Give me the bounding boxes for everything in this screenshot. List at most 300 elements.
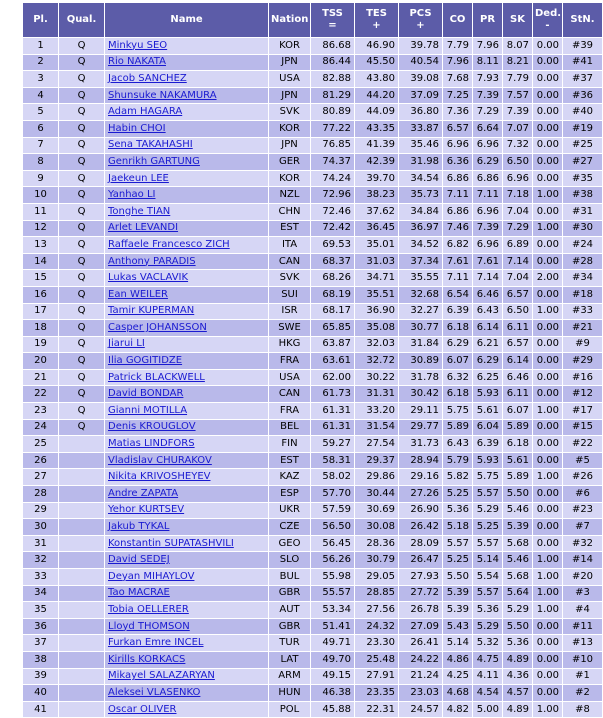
skater-name-cell	[105, 436, 269, 453]
qualified-cell: Q	[59, 419, 105, 436]
qualified-cell	[59, 618, 105, 635]
skater-name-link[interactable]: Minkyu SEO	[108, 39, 168, 51]
start-number-cell: #38	[563, 187, 603, 204]
tes-cell: 27.56	[355, 602, 399, 619]
skater-name-cell	[105, 154, 269, 171]
header-qualified: Qual.	[59, 3, 105, 38]
nation-cell: CAN	[269, 253, 311, 270]
co-cell: 6.36	[443, 154, 473, 171]
skater-name-link[interactable]: Lloyd THOMSON	[108, 620, 190, 632]
co-cell: 6.96	[443, 137, 473, 154]
results-table-container	[22, 2, 595, 718]
sk-cell: 8.07	[503, 38, 533, 55]
sk-cell: 5.50	[503, 618, 533, 635]
qualified-cell: Q	[59, 120, 105, 137]
table-row	[23, 701, 603, 718]
skater-name-link[interactable]: Oscar OLIVER	[108, 703, 177, 715]
skater-name-link[interactable]: Konstantin SUPATASHVILI	[108, 537, 234, 549]
sk-cell: 6.50	[503, 154, 533, 171]
tes-cell: 30.08	[355, 519, 399, 536]
skater-name-link[interactable]: Jakub TYKAL	[108, 521, 170, 533]
pcs-cell: 31.78	[399, 369, 443, 386]
co-cell: 7.11	[443, 187, 473, 204]
skater-name-cell	[105, 535, 269, 552]
pcs-cell: 39.78	[399, 38, 443, 55]
co-cell: 5.36	[443, 502, 473, 519]
skater-name-cell	[105, 502, 269, 519]
skater-name-link[interactable]: Gianni MOTILLA	[108, 404, 188, 416]
start-number-cell: #1	[563, 668, 603, 685]
co-cell: 6.39	[443, 303, 473, 320]
nation-cell: USA	[269, 71, 311, 88]
start-number-cell: #37	[563, 71, 603, 88]
skater-name-link[interactable]: Casper JOHANSSON	[108, 321, 207, 333]
header-tss-op: =	[328, 20, 337, 31]
nation-cell: GBR	[269, 618, 311, 635]
sk-cell: 7.79	[503, 71, 533, 88]
skater-name-link[interactable]: Jiarui LI	[108, 338, 145, 350]
place-cell: 17	[23, 303, 59, 320]
qualified-cell	[59, 502, 105, 519]
pr-cell: 7.93	[473, 71, 503, 88]
tes-cell: 36.45	[355, 220, 399, 237]
qualified-cell	[59, 452, 105, 469]
place-cell: 20	[23, 353, 59, 370]
sk-cell: 4.89	[503, 701, 533, 718]
deduction-cell: 0.00	[533, 170, 563, 187]
table-row	[23, 71, 603, 88]
skater-name-cell	[105, 651, 269, 668]
tes-cell: 42.39	[355, 154, 399, 171]
co-cell: 4.86	[443, 651, 473, 668]
sk-cell: 5.89	[503, 419, 533, 436]
qualified-cell: Q	[59, 104, 105, 121]
tss-cell: 51.41	[311, 618, 355, 635]
skater-name-cell	[105, 635, 269, 652]
deduction-cell: 0.00	[533, 635, 563, 652]
pr-cell: 5.93	[473, 386, 503, 403]
skater-name-cell	[105, 668, 269, 685]
deduction-cell: 0.00	[533, 651, 563, 668]
tes-cell: 31.54	[355, 419, 399, 436]
skater-name-link[interactable]: Ean WEILER	[108, 288, 168, 300]
sk-cell: 5.36	[503, 635, 533, 652]
tes-cell: 31.31	[355, 386, 399, 403]
deduction-cell: 0.00	[533, 436, 563, 453]
skater-name-link[interactable]: Tonghe TIAN	[108, 205, 171, 217]
skater-name-link[interactable]: Denis KROUGLOV	[108, 421, 196, 433]
start-number-cell: #12	[563, 386, 603, 403]
pcs-cell: 35.55	[399, 270, 443, 287]
sk-cell: 6.96	[503, 170, 533, 187]
pcs-cell: 29.16	[399, 469, 443, 486]
skater-name-link[interactable]: Habin CHOI	[108, 122, 166, 134]
tes-cell: 38.23	[355, 187, 399, 204]
deduction-cell: 0.00	[533, 71, 563, 88]
skater-name-link[interactable]: Andre ZAPATA	[108, 487, 179, 499]
deduction-cell: 1.00	[533, 187, 563, 204]
tss-cell: 49.71	[311, 635, 355, 652]
co-cell: 6.54	[443, 286, 473, 303]
sk-cell: 4.89	[503, 651, 533, 668]
tss-cell: 72.42	[311, 220, 355, 237]
qualified-cell: Q	[59, 336, 105, 353]
skater-name-link[interactable]: Nikita KRIVOSHEYEV	[108, 471, 211, 483]
table-row	[23, 353, 603, 370]
pcs-cell: 35.46	[399, 137, 443, 154]
pr-cell: 6.39	[473, 436, 503, 453]
table-row	[23, 336, 603, 353]
nation-cell: FIN	[269, 436, 311, 453]
co-cell: 5.18	[443, 519, 473, 536]
nation-cell: CHN	[269, 203, 311, 220]
pcs-cell: 36.80	[399, 104, 443, 121]
pcs-cell: 39.08	[399, 71, 443, 88]
start-number-cell: #8	[563, 701, 603, 718]
pr-cell: 7.96	[473, 38, 503, 55]
nation-cell: ITA	[269, 237, 311, 254]
place-cell: 40	[23, 685, 59, 702]
table-row	[23, 519, 603, 536]
nation-cell: TUR	[269, 635, 311, 652]
skater-name-link[interactable]: Arlet LEVANDI	[108, 222, 179, 234]
pr-cell: 4.54	[473, 685, 503, 702]
tss-cell: 59.27	[311, 436, 355, 453]
qualified-cell: Q	[59, 270, 105, 287]
co-cell: 5.75	[443, 403, 473, 420]
tss-cell: 49.70	[311, 651, 355, 668]
start-number-cell: #35	[563, 170, 603, 187]
place-cell: 27	[23, 469, 59, 486]
skater-name-cell	[105, 54, 269, 71]
sk-cell: 6.14	[503, 353, 533, 370]
skater-name-cell	[105, 120, 269, 137]
skater-name-link[interactable]: Ilia GOGITIDZE	[108, 355, 183, 367]
pr-cell: 4.75	[473, 651, 503, 668]
tss-cell: 68.37	[311, 253, 355, 270]
deduction-cell: 0.00	[533, 486, 563, 503]
table-row	[23, 54, 603, 71]
skater-name-link[interactable]: Vladislav CHURAKOV	[108, 454, 212, 466]
pcs-cell: 30.42	[399, 386, 443, 403]
start-number-cell: #28	[563, 253, 603, 270]
header-tes-label: TES	[366, 8, 387, 19]
sk-cell: 7.07	[503, 120, 533, 137]
skater-name-link[interactable]: Tamir KUPERMAN	[108, 305, 195, 317]
place-cell: 5	[23, 104, 59, 121]
deduction-cell: 0.00	[533, 154, 563, 171]
header-place: Pl.	[23, 3, 59, 38]
pr-cell: 5.57	[473, 585, 503, 602]
co-cell: 6.29	[443, 336, 473, 353]
skater-name-link[interactable]: Jaekeun LEE	[108, 172, 169, 184]
tes-cell: 33.20	[355, 403, 399, 420]
pr-cell: 7.29	[473, 104, 503, 121]
pr-cell: 7.39	[473, 220, 503, 237]
place-cell: 29	[23, 502, 59, 519]
qualified-cell	[59, 701, 105, 718]
nation-cell: BEL	[269, 419, 311, 436]
nation-cell: FRA	[269, 403, 311, 420]
deduction-cell: 1.00	[533, 403, 563, 420]
tes-cell: 36.90	[355, 303, 399, 320]
tss-cell: 55.57	[311, 585, 355, 602]
pr-cell: 5.14	[473, 552, 503, 569]
pcs-cell: 31.84	[399, 336, 443, 353]
co-cell: 7.68	[443, 71, 473, 88]
tss-cell: 56.45	[311, 535, 355, 552]
tes-cell: 46.90	[355, 38, 399, 55]
tss-cell: 45.88	[311, 701, 355, 718]
pr-cell: 6.04	[473, 419, 503, 436]
pcs-cell: 37.34	[399, 253, 443, 270]
deduction-cell: 1.00	[533, 303, 563, 320]
tss-cell: 53.34	[311, 602, 355, 619]
sk-cell: 5.50	[503, 486, 533, 503]
place-cell: 9	[23, 170, 59, 187]
nation-cell: GEO	[269, 535, 311, 552]
co-cell: 7.96	[443, 54, 473, 71]
pcs-cell: 26.41	[399, 635, 443, 652]
skater-name-link[interactable]: Adam HAGARA	[108, 106, 183, 118]
deduction-cell: 0.00	[533, 386, 563, 403]
tes-cell: 30.22	[355, 369, 399, 386]
table-row	[23, 651, 603, 668]
place-cell: 19	[23, 336, 59, 353]
tes-cell: 32.03	[355, 336, 399, 353]
sk-cell: 7.29	[503, 220, 533, 237]
tes-cell: 44.09	[355, 104, 399, 121]
skater-name-link[interactable]: Tobia OELLERER	[108, 603, 189, 615]
co-cell: 7.79	[443, 38, 473, 55]
deduction-cell: 0.00	[533, 237, 563, 254]
nation-cell: SVK	[269, 270, 311, 287]
qualified-cell: Q	[59, 286, 105, 303]
tss-cell: 55.98	[311, 569, 355, 586]
qualified-cell: Q	[59, 237, 105, 254]
co-cell: 5.39	[443, 602, 473, 619]
qualified-cell	[59, 651, 105, 668]
pr-cell: 6.64	[473, 120, 503, 137]
pr-cell: 5.29	[473, 618, 503, 635]
qualified-cell: Q	[59, 137, 105, 154]
place-cell: 41	[23, 701, 59, 718]
skater-name-cell	[105, 618, 269, 635]
skater-name-link[interactable]: Patrick BLACKWELL	[108, 371, 205, 383]
place-cell: 37	[23, 635, 59, 652]
tes-cell: 34.71	[355, 270, 399, 287]
tss-cell: 86.68	[311, 38, 355, 55]
table-row	[23, 104, 603, 121]
skater-name-link[interactable]: Furkan Emre INCEL	[108, 637, 204, 649]
skater-name-link[interactable]: Kirills KORKACS	[108, 653, 186, 665]
skater-name-cell	[105, 386, 269, 403]
place-cell: 32	[23, 552, 59, 569]
start-number-cell: #21	[563, 320, 603, 337]
tss-cell: 72.46	[311, 203, 355, 220]
sk-cell: 4.36	[503, 668, 533, 685]
pr-cell: 5.32	[473, 635, 503, 652]
tss-cell: 61.31	[311, 419, 355, 436]
start-number-cell: #10	[563, 651, 603, 668]
table-row	[23, 286, 603, 303]
start-number-cell: #22	[563, 436, 603, 453]
sk-cell: 7.32	[503, 137, 533, 154]
deduction-cell: 0.00	[533, 286, 563, 303]
header-sk: SK	[503, 3, 533, 38]
sk-cell: 7.39	[503, 104, 533, 121]
start-number-cell: #5	[563, 452, 603, 469]
co-cell: 5.25	[443, 486, 473, 503]
co-cell: 7.36	[443, 104, 473, 121]
header-ded-op: -	[545, 20, 550, 31]
deduction-cell: 0.00	[533, 38, 563, 55]
header-nation: Nation	[269, 3, 311, 38]
pr-cell: 7.61	[473, 253, 503, 270]
qualified-cell	[59, 519, 105, 536]
skater-name-link[interactable]: Yanhao LI	[108, 189, 156, 201]
co-cell: 6.86	[443, 203, 473, 220]
nation-cell: SWE	[269, 320, 311, 337]
skater-name-link[interactable]: Aleksei VLASENKO	[108, 686, 201, 698]
table-row	[23, 436, 603, 453]
tes-cell: 25.48	[355, 651, 399, 668]
start-number-cell: #2	[563, 685, 603, 702]
skater-name-cell	[105, 569, 269, 586]
skater-name-cell	[105, 469, 269, 486]
header-start-number: StN.	[563, 3, 603, 38]
pr-cell: 7.11	[473, 187, 503, 204]
sk-cell: 6.07	[503, 403, 533, 420]
tes-cell: 31.03	[355, 253, 399, 270]
pcs-cell: 27.26	[399, 486, 443, 503]
co-cell: 5.43	[443, 618, 473, 635]
deduction-cell: 1.00	[533, 585, 563, 602]
place-cell: 38	[23, 651, 59, 668]
skater-name-link[interactable]: Sena TAKAHASHI	[108, 139, 193, 151]
tes-cell: 35.01	[355, 237, 399, 254]
pr-cell: 6.14	[473, 320, 503, 337]
pcs-cell: 31.73	[399, 436, 443, 453]
place-cell: 18	[23, 320, 59, 337]
sk-cell: 6.18	[503, 436, 533, 453]
tss-cell: 56.50	[311, 519, 355, 536]
co-cell: 7.46	[443, 220, 473, 237]
place-cell: 36	[23, 618, 59, 635]
tes-cell: 43.80	[355, 71, 399, 88]
skater-name-link[interactable]: Matias LINDFORS	[108, 438, 195, 450]
deduction-cell: 1.00	[533, 602, 563, 619]
deduction-cell: 0.00	[533, 685, 563, 702]
nation-cell: KOR	[269, 120, 311, 137]
table-row	[23, 552, 603, 569]
pr-cell: 5.57	[473, 486, 503, 503]
skater-name-cell	[105, 303, 269, 320]
start-number-cell: #29	[563, 353, 603, 370]
sk-cell: 7.18	[503, 187, 533, 204]
qualified-cell: Q	[59, 220, 105, 237]
sk-cell: 7.14	[503, 253, 533, 270]
skater-name-link[interactable]: Lukas VACLAVIK	[108, 272, 189, 284]
sk-cell: 6.57	[503, 286, 533, 303]
place-cell: 39	[23, 668, 59, 685]
qualified-cell: Q	[59, 203, 105, 220]
skater-name-link[interactable]: Yehor KURTSEV	[108, 504, 185, 516]
qualified-cell: Q	[59, 253, 105, 270]
skater-name-link[interactable]: Deyan MIHAYLOV	[108, 570, 195, 582]
co-cell: 6.18	[443, 320, 473, 337]
place-cell: 21	[23, 369, 59, 386]
skater-name-link[interactable]: Genrikh GARTUNG	[108, 155, 200, 167]
pr-cell: 6.25	[473, 369, 503, 386]
pr-cell: 7.14	[473, 270, 503, 287]
table-row	[23, 419, 603, 436]
nation-cell: KAZ	[269, 469, 311, 486]
co-cell: 5.79	[443, 452, 473, 469]
co-cell: 6.32	[443, 369, 473, 386]
skater-name-link[interactable]: David BONDAR	[108, 388, 184, 400]
qualified-cell	[59, 635, 105, 652]
co-cell: 6.82	[443, 237, 473, 254]
skater-name-cell	[105, 270, 269, 287]
qualified-cell: Q	[59, 386, 105, 403]
qualified-cell: Q	[59, 170, 105, 187]
start-number-cell: #14	[563, 552, 603, 569]
nation-cell: KOR	[269, 170, 311, 187]
tes-cell: 23.35	[355, 685, 399, 702]
skater-name-link[interactable]: Shunsuke NAKAMURA	[108, 89, 217, 101]
start-number-cell: #23	[563, 502, 603, 519]
pcs-cell: 33.87	[399, 120, 443, 137]
tes-cell: 39.70	[355, 170, 399, 187]
table-row	[23, 668, 603, 685]
deduction-cell: 1.00	[533, 552, 563, 569]
skater-name-cell	[105, 585, 269, 602]
place-cell: 26	[23, 452, 59, 469]
sk-cell: 4.57	[503, 685, 533, 702]
skater-name-cell	[105, 701, 269, 718]
pcs-cell: 26.47	[399, 552, 443, 569]
place-cell: 23	[23, 403, 59, 420]
place-cell: 25	[23, 436, 59, 453]
skater-name-link[interactable]: Tao MACRAE	[108, 587, 170, 599]
skater-name-link[interactable]: Raffaele Francesco ZICH	[108, 238, 230, 250]
pr-cell: 6.29	[473, 353, 503, 370]
qualified-cell: Q	[59, 87, 105, 104]
table-row	[23, 585, 603, 602]
co-cell: 5.89	[443, 419, 473, 436]
place-cell: 10	[23, 187, 59, 204]
skater-name-link[interactable]: Anthony PARADIS	[108, 255, 196, 267]
start-number-cell: #30	[563, 220, 603, 237]
sk-cell: 6.11	[503, 320, 533, 337]
skater-name-link[interactable]: Rio NAKATA	[108, 56, 166, 68]
sk-cell: 5.39	[503, 519, 533, 536]
table-row	[23, 618, 603, 635]
qualified-cell	[59, 585, 105, 602]
skater-name-cell	[105, 237, 269, 254]
table-row	[23, 220, 603, 237]
skater-name-link[interactable]: David SEDEJ	[108, 554, 170, 566]
skater-name-link[interactable]: Jacob SANCHEZ	[108, 72, 187, 84]
results-table	[22, 2, 603, 718]
skater-name-link[interactable]: Mikayel SALAZARYAN	[108, 670, 215, 682]
start-number-cell: #34	[563, 270, 603, 287]
co-cell: 7.25	[443, 87, 473, 104]
skater-name-cell	[105, 403, 269, 420]
place-cell: 22	[23, 386, 59, 403]
pr-cell: 6.21	[473, 336, 503, 353]
